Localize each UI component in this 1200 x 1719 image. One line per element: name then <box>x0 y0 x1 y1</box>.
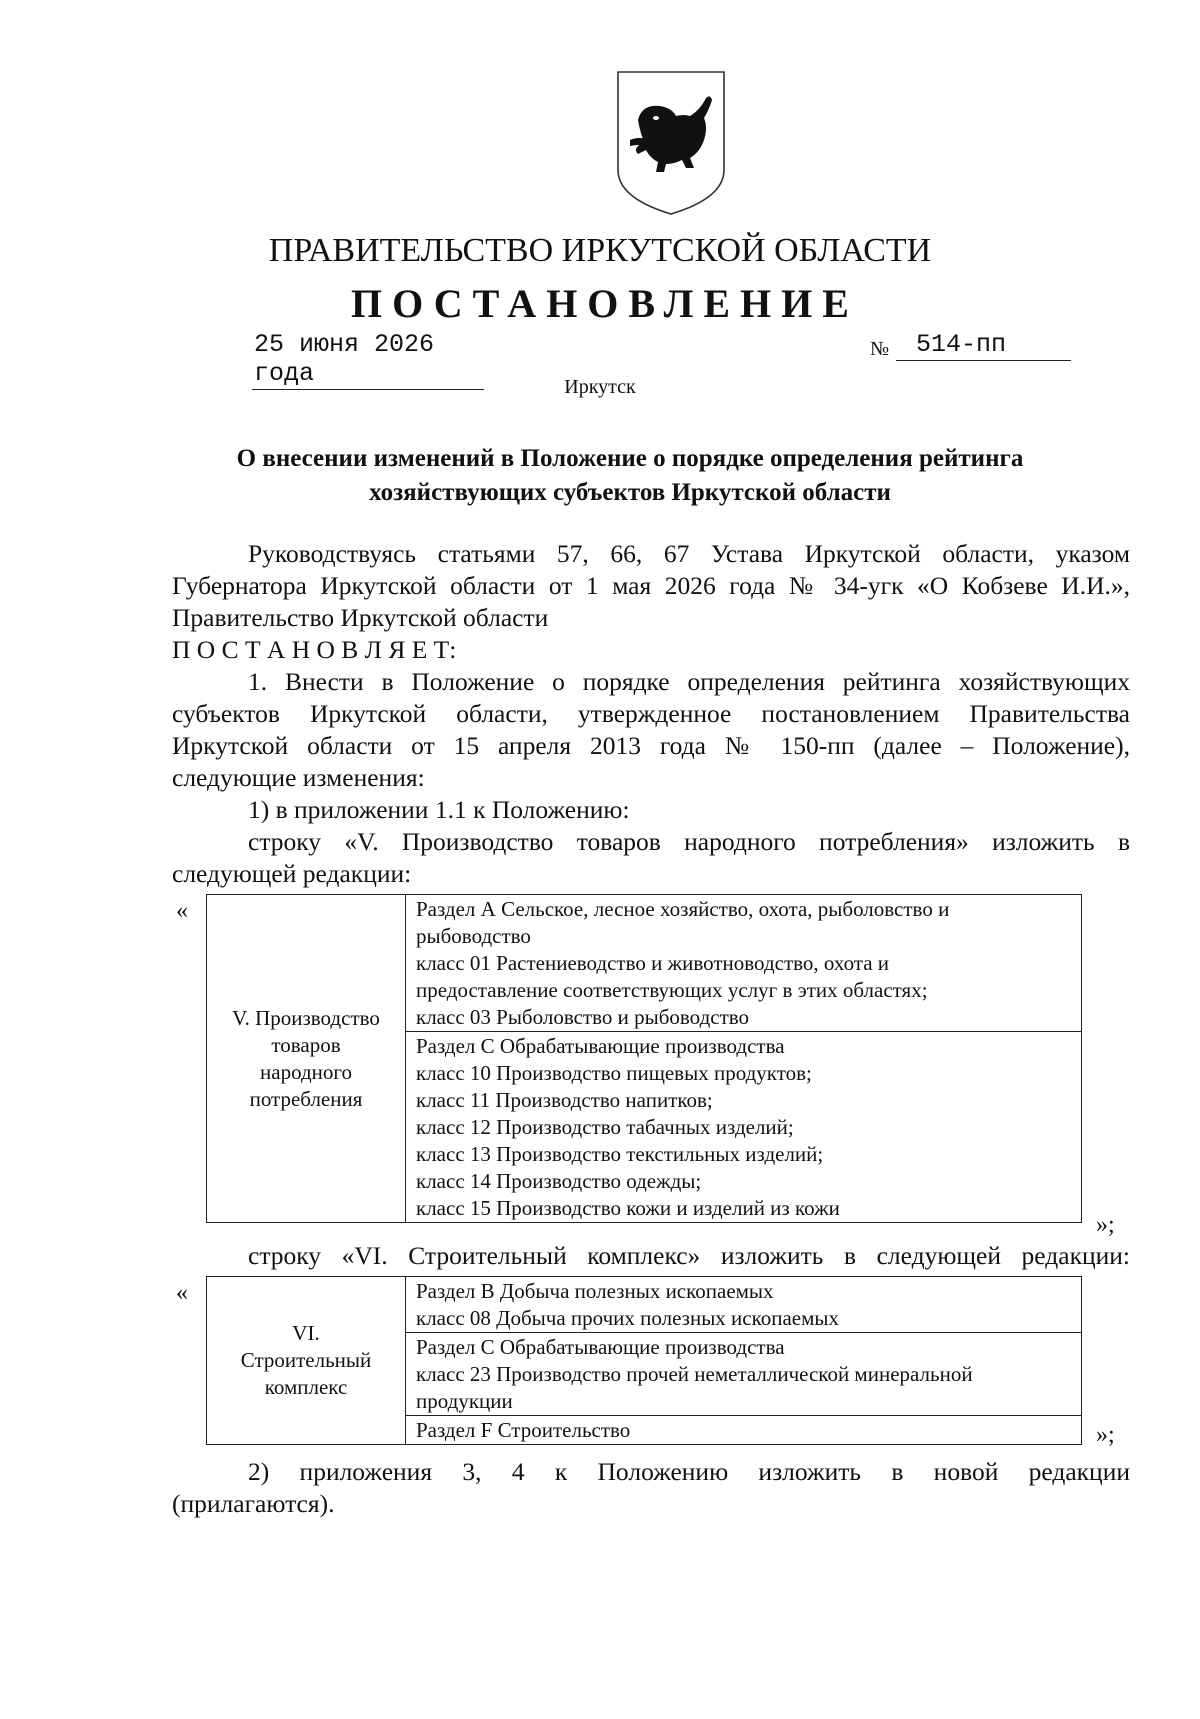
item-2 <box>172 1456 1130 1520</box>
text-line: следующие изменения: <box>172 763 425 792</box>
section-a-cell <box>406 895 1082 1032</box>
cell-line: Раздел А Сельское, лесное хозяйство, охота, рыболовство и <box>416 897 950 921</box>
text-line: строку «V. Производство товаров народного потребления» изложить в <box>248 827 1130 856</box>
cell-line: класс 10 Производство пищевых продуктов; <box>416 1061 812 1085</box>
section-b-cell <box>406 1277 1082 1333</box>
section-c-cell <box>406 1333 1082 1416</box>
cell-line: класс 08 Добыча прочих полезных ископаемых <box>416 1306 840 1330</box>
table-row-v <box>206 894 1082 1223</box>
row-name-line: V. Производство <box>232 1005 380 1030</box>
text-line: 2) приложения 3, 4 к Положению изложить в новой редакции <box>248 1457 1130 1486</box>
organization-name: ПРАВИТЕЛЬСТВО ИРКУТСКОЙ ОБЛАСТИ <box>268 232 932 269</box>
cell-line: класс 03 Рыболовство и рыбоводство <box>416 1005 750 1029</box>
row-name-line: VI. <box>292 1321 320 1345</box>
row-name-cell <box>207 1277 406 1445</box>
cell-line: класс 15 Производство кожи и изделий из кожи <box>416 1196 840 1220</box>
cell-line: продукции <box>416 1389 513 1413</box>
cell-line: класс 11 Производство напитков; <box>416 1088 713 1112</box>
text-line: строку «VI. Строительный комплекс» изложить в следующей редакции: <box>248 1241 1130 1270</box>
cell-line: Раздел С Обрабатывающие производства <box>416 1335 785 1359</box>
title-line: О внесении изменений в Положение о порядке определения рейтинга <box>236 445 1024 472</box>
section-f-cell <box>406 1416 1082 1445</box>
cell-line: класс 12 Производство табачных изделий; <box>416 1115 794 1139</box>
row-name-line: комплекс <box>264 1375 348 1399</box>
document-title <box>170 442 1090 510</box>
resolves-line: П О С Т А Н О В Л Я Е Т: <box>172 635 457 664</box>
cell-line: Раздел С Обрабатывающие производства <box>416 1034 785 1058</box>
open-quote: « <box>176 898 188 924</box>
cell-line: класс 23 Производство прочей неметаллической минеральной <box>416 1362 973 1386</box>
document-date: 25 июня 2026 года <box>252 330 484 390</box>
text-line: Правительство Иркутской области <box>172 603 549 632</box>
table-row-vi <box>206 1276 1082 1445</box>
row-name-line: народного <box>260 1059 352 1084</box>
row-name-line: товаров <box>271 1032 341 1057</box>
cell-line: рыбоводство <box>416 924 531 948</box>
cell-line: класс 01 Растениеводство и животноводство, охота и <box>416 951 890 975</box>
text-line: 1. Внести в Положение о порядке определения рейтинга хозяйствующих <box>248 667 1130 696</box>
text-line: Иркутской области от 15 апреля 2013 года № 150-пп (далее – Положение), <box>172 731 1130 760</box>
cell-line: Раздел F Строительство <box>416 1418 631 1442</box>
subitem-line: 1) в приложении 1.1 к Положению: <box>248 795 630 824</box>
row-6-intro <box>172 1240 1130 1272</box>
text-line: Губернатора Иркутской области от 1 мая 2026 года № 34-угк «О Кобзеве И.И.», <box>172 571 1130 600</box>
cell-line: предоставление соответствующих услуг в этих областях; <box>416 978 928 1002</box>
text-line: (прилагаются). <box>172 1489 335 1518</box>
row-name-cell <box>207 895 406 1223</box>
cell-line: класс 14 Производство одежды; <box>416 1169 702 1193</box>
title-line: хозяйствующих субъектов Иркутской области <box>369 479 891 506</box>
cell-line: класс 13 Производство текстильных изделий; <box>416 1142 824 1166</box>
document-type: ПОСТАНОВЛЕНИЕ <box>351 281 859 326</box>
row-name-line: Строительный <box>240 1348 372 1372</box>
open-quote: « <box>176 1280 188 1306</box>
text-line: субъектов Иркутской области, утвержденное постановлением Правительства <box>172 699 1130 728</box>
section-c-cell <box>406 1032 1082 1223</box>
document-number: 514-пп <box>896 330 1071 361</box>
city: Иркутск <box>564 376 636 398</box>
close-quote: »; <box>1096 1422 1115 1448</box>
text-line: следующей редакции: <box>172 859 412 888</box>
text-line: Руководствуясь статьями 57, 66, 67 Устава Иркутской области, указом <box>248 539 1130 568</box>
number-label: № <box>870 338 890 360</box>
item-1 <box>172 666 1130 890</box>
coat-of-arms-emblem <box>616 70 726 216</box>
cell-line: Раздел В Добыча полезных ископаемых <box>416 1279 774 1303</box>
intro-paragraph <box>172 538 1130 666</box>
row-name-line: потребления <box>249 1086 363 1111</box>
close-quote: »; <box>1096 1212 1115 1238</box>
